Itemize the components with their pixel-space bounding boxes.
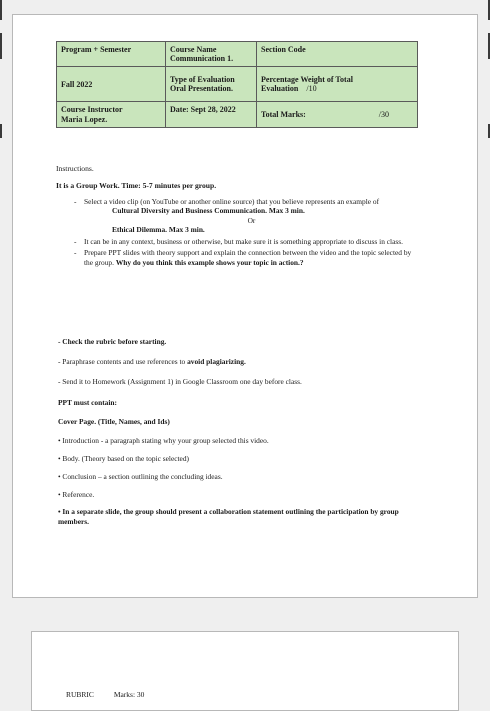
rubric-header (66, 690, 162, 699)
ppt-heading: PPT must contain: (58, 398, 117, 407)
dash-marker: - (74, 197, 77, 206)
left-scroll-marker (0, 33, 2, 59)
dash-marker: - (74, 248, 77, 258)
total-marks-value: /30 (378, 109, 389, 119)
semester-value: Fall 2022 (61, 79, 93, 89)
rubric-label: RUBRIC (66, 690, 94, 699)
instructions-heading: Instructions. (56, 164, 94, 173)
evaluation-type-value: Oral Presentation. (170, 84, 233, 94)
section-code-cell (257, 42, 418, 67)
left-scroll-marker (0, 0, 2, 20)
weight-cell (257, 67, 418, 102)
bullet-item (74, 197, 419, 235)
group-work-line: It is a Group Work. Time: 5-7 minutes per group. (56, 181, 217, 190)
instructor-label: Course Instructor (61, 105, 123, 115)
dash-marker: - (74, 236, 77, 246)
instructor-name: Maria Lopez. (61, 114, 108, 124)
send-line: - Send it to Homework (Assignment 1) in Google Classroom one day before class. (58, 377, 302, 386)
document-page-2 (31, 631, 459, 711)
bullet3-text: Prepare PPT slides with theory support and explain the connection between the video and the topic selected by the group. (84, 248, 412, 267)
conclusion-line: • Conclusion – a section outlining the concluding ideas. (58, 472, 223, 481)
topic2: Ethical Dilemma. Max 3 min. (112, 225, 205, 235)
reference-line: • Reference. (58, 490, 95, 499)
bullet3-bold: Why do you think this example shows your topic in action.? (115, 257, 304, 267)
bullet-item (74, 248, 419, 267)
collaboration-line: • In a separate slide, the group should present a collaboration statement outlining the participation by group members. (58, 507, 399, 526)
course-name-cell (166, 42, 257, 67)
intro-line: • Introduction - a paragraph stating why your group selected this video. (58, 436, 269, 445)
weight-sub: Evaluation (261, 84, 299, 94)
paraphrase-line (58, 357, 418, 367)
course-name-value: Communication 1. (170, 54, 234, 64)
or-label: Or (247, 215, 256, 225)
instruction-bullets (74, 197, 419, 269)
total-marks-label: Total Marks: (261, 109, 306, 119)
program-cell (57, 42, 166, 67)
bullet-item (74, 237, 419, 246)
left-scroll-marker (0, 124, 2, 138)
weight-label: Percentage Weight of Total (261, 75, 353, 85)
course-info-table (56, 41, 418, 128)
rubric-marks: Marks: 30 (113, 690, 145, 699)
check-rubric-line: - Check the rubric before starting. (58, 337, 167, 346)
instructor-cell (57, 102, 166, 127)
semester-cell (57, 67, 166, 102)
bullet2-text: It can be in any context, business or otherwise, but make sure it is something appropriate to discuss in class. (84, 236, 403, 246)
cover-page-line: Cover Page. (Title, Names, and Ids) (58, 417, 170, 426)
evaluation-type-cell (166, 67, 257, 102)
weight-value: /10 (306, 84, 317, 94)
paraphrase-bold: avoid plagiarizing. (187, 357, 246, 366)
body-line: • Body. (Theory based on the topic selected) (58, 454, 189, 463)
program-label: Program + Semester (61, 45, 132, 54)
paraphrase-text: - Paraphrase contents and use references to (58, 357, 188, 366)
course-name-label: Course Name (170, 45, 217, 54)
section-code-label: Section Code (261, 45, 306, 54)
date-value: Date: Sept 28, 2022 (170, 105, 236, 115)
bullet1-text: Select a video clip (on YouTube or another online source) that you believe represents an example of (84, 197, 380, 206)
date-cell (166, 102, 257, 127)
evaluation-type-label: Type of Evaluation (170, 75, 235, 85)
total-marks-cell (257, 102, 418, 127)
topic1: Cultural Diversity and Business Communication. Max 3 min. (112, 206, 305, 216)
